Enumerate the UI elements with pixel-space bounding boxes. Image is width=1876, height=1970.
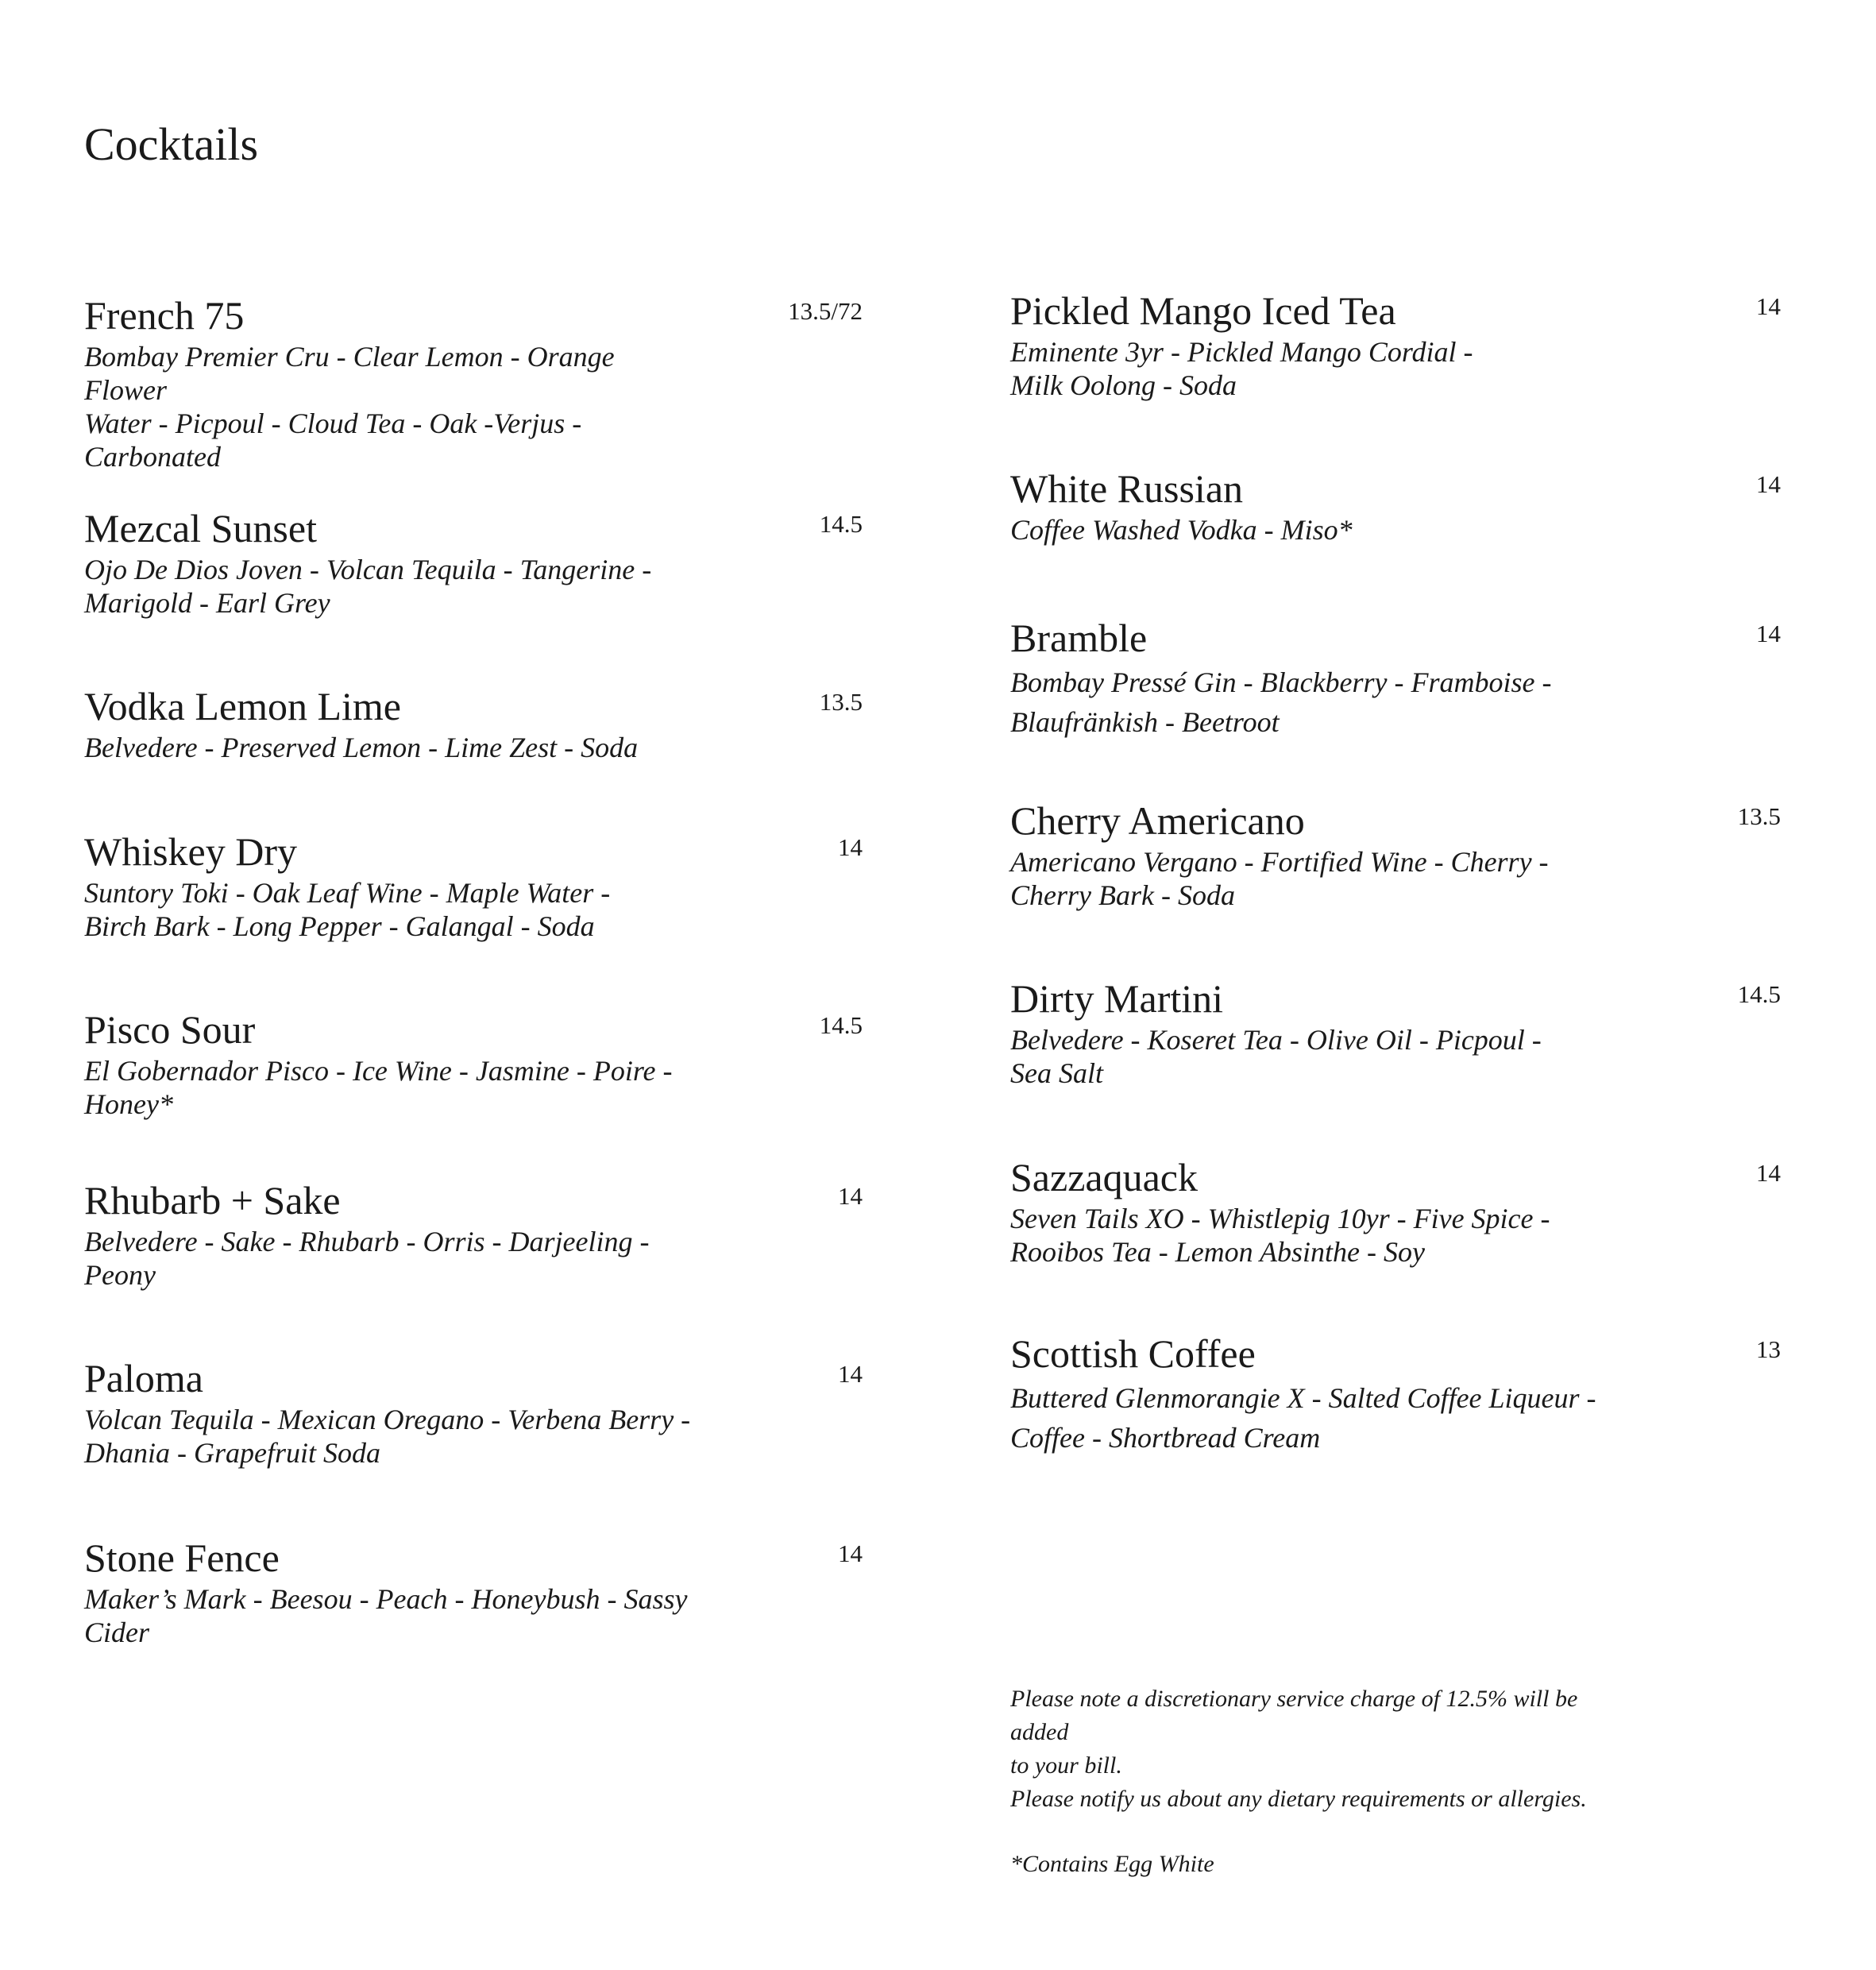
menu-item [1010,798,1781,912]
item-name: Rhubarb + Sake [84,1178,341,1223]
item-name: White Russian [1010,466,1244,511]
menu-item [1010,1154,1781,1269]
item-name: Scottish Coffee [1010,1331,1256,1376]
menu-item [84,1355,863,1470]
menu-item [84,683,863,764]
item-name: Bramble [1010,616,1148,660]
menu-item [1010,288,1781,402]
item-description: El Gobernador Pisco - Ice Wine - Jasmine - Poire - Honey* [84,1055,673,1120]
menu-item [1010,615,1781,742]
item-name: Cherry Americano [1010,798,1305,843]
item-price: 13.5 [1737,802,1781,830]
item-description: Bombay Pressé Gin - Blackberry - Framboise - Blaufränkish - Beetroot [1010,666,1552,738]
item-name: Dirty Martini [1010,976,1224,1021]
item-description: Volcan Tequila - Mexican Oregano - Verbena Berry - Dhania - Grapefruit Soda [84,1404,691,1469]
item-price: 14 [838,1182,863,1210]
item-description: Americano Vergano - Fortified Wine - Cherry - Cherry Bark - Soda [1010,846,1549,911]
menu-item [84,1006,863,1121]
item-name: Mezcal Sunset [84,506,317,550]
menu-item [84,1535,863,1649]
item-name: Paloma [84,1356,203,1400]
item-description: Maker’s Mark - Beesou - Peach - Honeybush - Sassy Cider [84,1583,688,1648]
item-price: 14 [1756,620,1781,647]
item-price: 14 [1756,292,1781,320]
service-charge-note: Please note a discretionary service charge of 12.5% will be added to your bill. [1010,1686,1578,1779]
item-price: 14 [838,1360,863,1388]
menu-item [84,505,863,620]
item-name: Pickled Mango Iced Tea [1010,288,1396,333]
item-description: Eminente 3yr - Pickled Mango Cordial - Milk Oolong - Soda [1010,336,1473,401]
item-description: Belvedere - Preserved Lemon - Lime Zest - Soda [84,732,639,763]
item-description: Bombay Premier Cru - Clear Lemon - Orange Flower Water - Picpoul - Cloud Tea - Oak -Verjus - Carbonated [84,341,615,473]
footer-spacer [1010,1816,1630,1848]
item-price: 14 [838,833,863,861]
item-price: 14.5 [819,510,863,538]
page-title: Cocktails [84,118,259,170]
item-description: Belvedere - Koseret Tea - Olive Oil - Picpoul - Sea Salt [1010,1024,1542,1089]
item-description: Belvedere - Sake - Rhubarb - Orris - Darjeeling - Peony [84,1226,650,1291]
menu-item [84,1177,863,1292]
egg-white-note: *Contains Egg White [1010,1851,1214,1877]
item-description: Ojo De Dios Joven - Volcan Tequila - Tangerine - Marigold - Earl Grey [84,554,652,619]
item-name: Whiskey Dry [84,829,297,874]
item-description: Suntory Toki - Oak Leaf Wine - Maple Water - Birch Bark - Long Pepper - Galangal - Soda [84,877,611,942]
menu-item [1010,975,1781,1090]
item-name: Vodka Lemon Lime [84,684,401,728]
item-name: Pisco Sour [84,1007,256,1052]
item-description: Coffee Washed Vodka - Miso* [1010,514,1353,546]
item-price: 14.5 [1737,980,1781,1008]
item-name: Sazzaquack [1010,1155,1198,1199]
item-price: 13.5/72 [788,297,863,325]
menu-item [1010,1331,1781,1458]
item-name: French 75 [84,293,245,338]
item-price: 13 [1756,1335,1781,1363]
item-price: 14 [1756,1159,1781,1187]
item-name: Stone Fence [84,1535,280,1580]
menu-item [84,829,863,943]
item-description: Seven Tails XO - Whistlepig 10yr - Five Spice - Rooibos Tea - Lemon Absinthe - Soy [1010,1203,1550,1268]
item-price: 14 [1756,470,1781,498]
menu-item [1010,465,1781,547]
menu-item [84,292,863,473]
item-price: 14 [838,1539,863,1567]
item-price: 14.5 [819,1011,863,1039]
dietary-note: Please notify us about any dietary requirements or allergies. [1010,1786,1587,1812]
item-description: Buttered Glenmorangie X - Salted Coffee Liqueur - Coffee - Shortbread Cream [1010,1382,1596,1454]
item-price: 13.5 [819,688,863,716]
footer-notes [1010,1682,1630,1881]
